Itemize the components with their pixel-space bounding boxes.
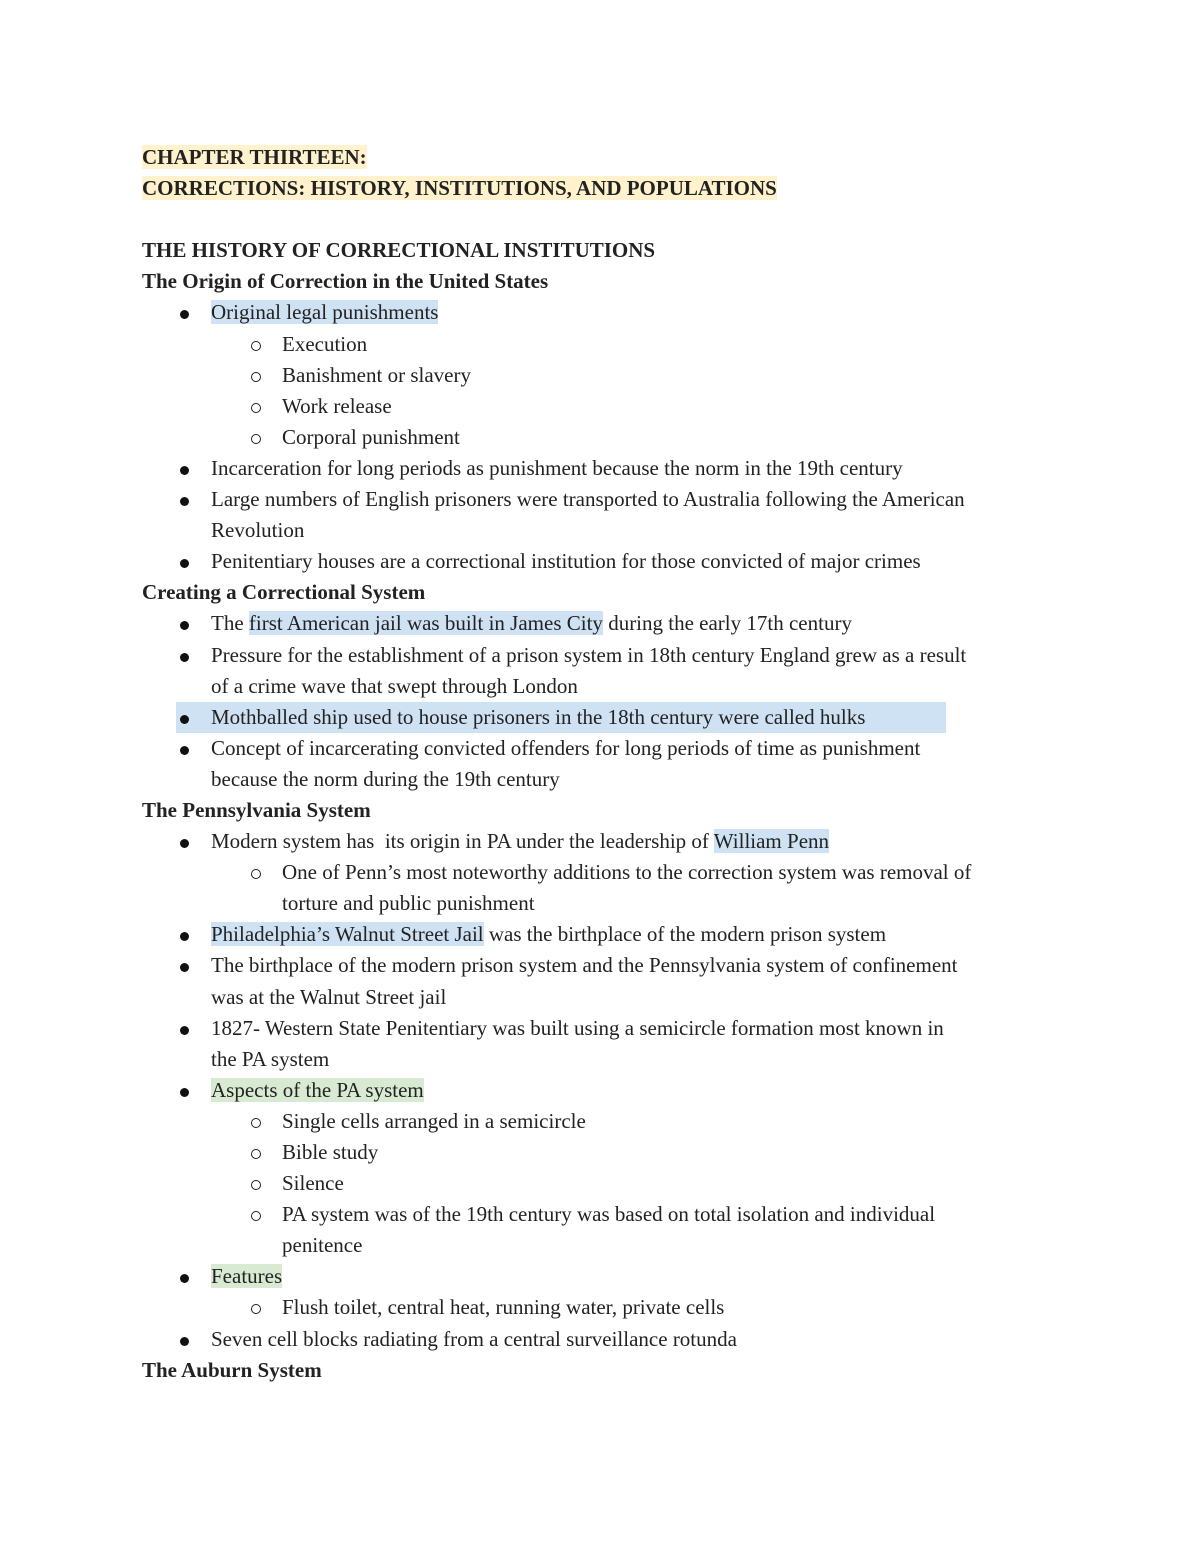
pa-list-end: [142, 1324, 1072, 1355]
hollow-bullet-icon: [251, 1211, 261, 1221]
origin-list-cont: [142, 453, 1072, 577]
list-item: The birthplace of the modern prison system and the Pennsylvania system of confinement was at the Walnut Street jail: [142, 950, 1072, 1012]
pa-list-features: [142, 1261, 1072, 1292]
sub-list-item: Single cells arranged in a semicircle: [142, 1106, 1072, 1137]
heading-creating: Creating a Correctional System: [142, 580, 426, 605]
sub-list-item: Flush toilet, central heat, running water, private cells: [142, 1292, 1072, 1323]
hollow-bullet-icon: [251, 1118, 261, 1128]
heading-auburn: The Auburn System: [142, 1357, 322, 1382]
hollow-bullet-icon: [251, 434, 261, 444]
list-item: Incarceration for long periods as punishment because the norm in the 19th century: [142, 453, 1072, 484]
bullet-icon: [180, 1026, 189, 1035]
pa-sublist-1: [142, 857, 1072, 919]
bullet-icon: [180, 1274, 189, 1283]
section-title: THE HISTORY OF CORRECTIONAL INSTITUTIONS: [142, 238, 656, 263]
hollow-bullet-icon: [251, 869, 261, 879]
chapter-title-line-2: CORRECTIONS: HISTORY, INSTITUTIONS, AND POPULATIONS: [142, 176, 777, 201]
list-item: Original legal punishments: [142, 297, 1072, 328]
sub-list-item: Silence: [142, 1168, 1072, 1199]
bullet-icon: [180, 1337, 189, 1346]
sub-list-item: Corporal punishment: [142, 422, 1072, 453]
bullet-icon: [180, 653, 189, 662]
bullet-icon: [180, 932, 189, 941]
bullet-icon: [180, 715, 189, 724]
pa-list-cont: [142, 919, 1072, 1106]
list-item: The first American jail was built in James City during the early 17th century: [142, 608, 1072, 639]
list-item: Philadelphia’s Walnut Street Jail was the birthplace of the modern prison system: [142, 919, 1072, 950]
list-item: Pressure for the establishment of a prison system in 18th century England grew as a result of a crime wave that swept through London: [142, 640, 1072, 702]
chapter-title-line-1: CHAPTER THIRTEEN:: [142, 145, 367, 169]
sub-list-item: Banishment or slavery: [142, 360, 1072, 391]
list-item: Features: [142, 1261, 1072, 1292]
bullet-icon: [180, 621, 189, 630]
pa-list: [142, 826, 1072, 857]
hollow-bullet-icon: [251, 1149, 261, 1159]
hollow-bullet-icon: [251, 1304, 261, 1314]
pa-sublist-2: [142, 1106, 1072, 1261]
hollow-bullet-icon: [251, 372, 261, 382]
bullet-icon: [180, 839, 189, 848]
list-item: Mothballed ship used to house prisoners in the 18th century were called hulks: [142, 702, 1072, 733]
pa-sublist-3: [142, 1292, 1072, 1323]
list-item: Seven cell blocks radiating from a central surveillance rotunda: [142, 1324, 1072, 1355]
blank-line: [142, 204, 1072, 235]
sub-list-item: Bible study: [142, 1137, 1072, 1168]
bullet-icon: [180, 559, 189, 568]
bullet-icon: [180, 310, 189, 319]
list-item: Penitentiary houses are a correctional institution for those convicted of major crimes: [142, 546, 1072, 577]
hollow-bullet-icon: [251, 403, 261, 413]
list-item: Modern system has its origin in PA under the leadership of William Penn: [142, 826, 1072, 857]
sub-list-item: One of Penn’s most noteworthy additions to the correction system was removal of torture and public punishment: [142, 857, 1072, 919]
hollow-bullet-icon: [251, 1180, 261, 1190]
bullet-icon: [180, 497, 189, 506]
origin-sublist: [142, 329, 1072, 453]
list-item: Concept of incarcerating convicted offenders for long periods of time as punishment because the norm during the 19th century: [142, 733, 1072, 795]
sub-list-item: Work release: [142, 391, 1072, 422]
bullet-icon: [180, 746, 189, 755]
heading-origin: The Origin of Correction in the United States: [142, 269, 549, 294]
heading-pennsylvania: The Pennsylvania System: [142, 797, 371, 822]
bullet-icon: [180, 1088, 189, 1097]
sub-list-item: PA system was of the 19th century was based on total isolation and individual penitence: [142, 1199, 1072, 1261]
list-item: Large numbers of English prisoners were transported to Australia following the American Revolution: [142, 484, 1072, 546]
origin-list: [142, 297, 1072, 328]
document-page: [142, 142, 1072, 1386]
list-item: 1827- Western State Penitentiary was built using a semicircle formation most known in the PA system: [142, 1013, 1072, 1075]
bullet-icon: [180, 963, 189, 972]
hollow-bullet-icon: [251, 341, 261, 351]
bullet-icon: [180, 466, 189, 475]
creating-list: [142, 608, 1072, 795]
list-item: Aspects of the PA system: [142, 1075, 1072, 1106]
sub-list-item: Execution: [142, 329, 1072, 360]
